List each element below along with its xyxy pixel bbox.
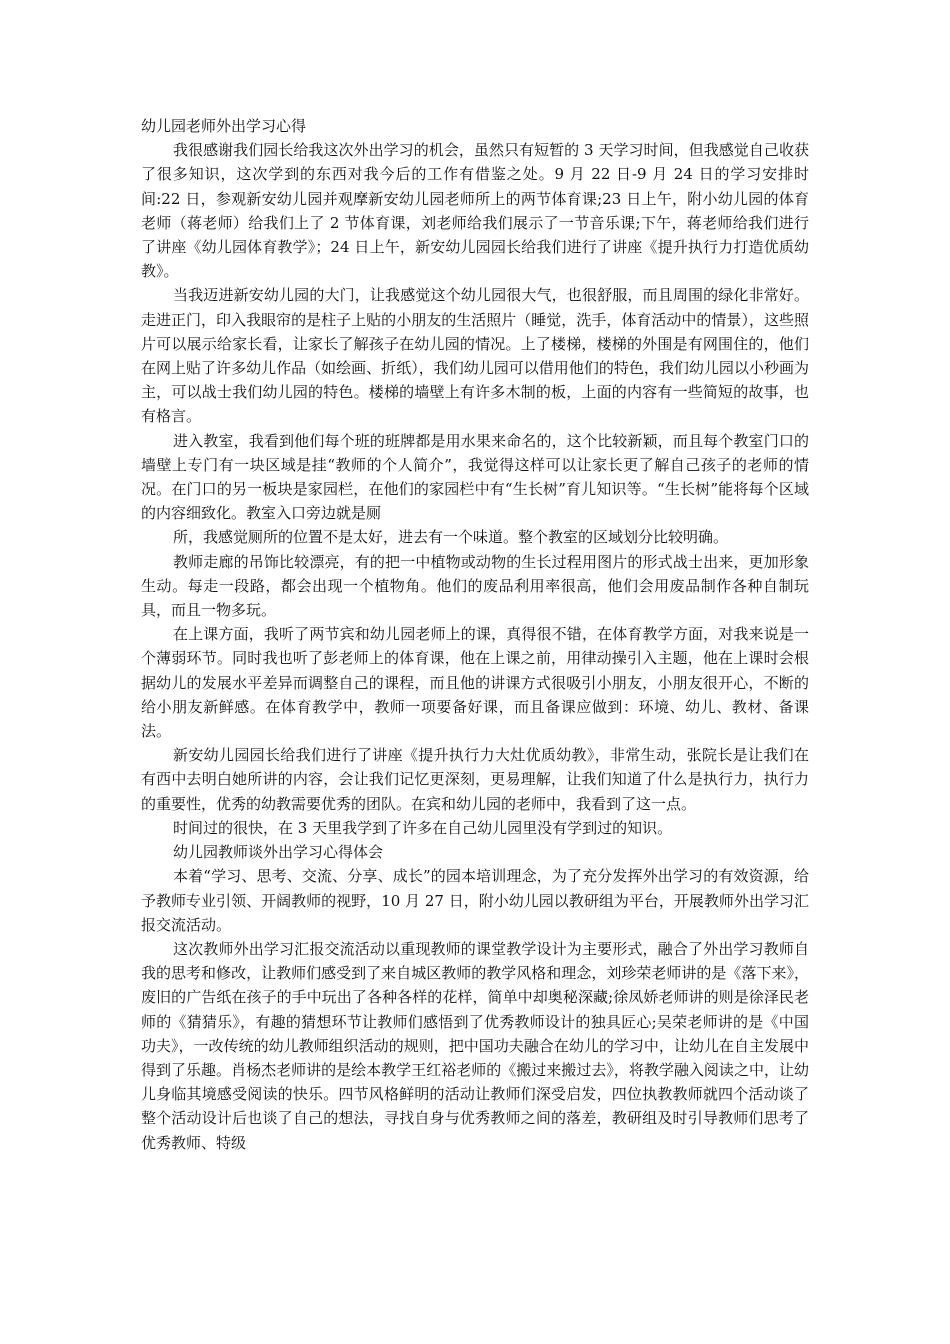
paragraph-kindergarten-entrance: 当我迈进新安幼儿园的大门，让我感觉这个幼儿园很大气，也很舒服，而且周围的绿化非常好。走进正门，印入我眼帘的是柱子上贴的小朋友的生活照片（睡觉，洗手，体育活动中的情景），这些照片可以展示给家长看，让家长了解孩子在幼儿园的情况。上了楼梯，楼梯的外围是有网围住的，他们在网上贴了许多幼儿作品（如绘画、折纸），我们幼儿园可以借用他们的特色，我们幼儿园以小秒画为主，可以战士我们幼儿园的特色。楼梯的墙壁上有许多木制的板，上面的内容有一些简短的故事，也有格言。 [141,286,809,426]
paragraph-exchange-activity: 这次教师外出学习汇报交流活动以重现教师的课堂教学设计为主要形式，融合了外出学习教师自我的思考和修改，让教师们感受到了来自城区教师的教学风格和理念，刘珍荣老师讲的是《落下来》，废旧的广告纸在孩子的手中玩出了各种各样的花样，简单中却奥秘深藏;徐凤娇老师讲的则是徐泽民老师的《猜猜乐》，有趣的猜想环节让教师们感悟到了优秀教师设计的独具匠心;吴荣老师讲的是《中国功夫》，一改传统的幼儿教师组织活动的规则，把中国功夫融合在幼儿的学习中，让幼儿在自主发展中得到了乐趣。肖杨杰老师讲的是绘本教学王红裕老师的《搬过来搬过去》，将教学融入阅读之中，让幼儿身临其境感受阅读的快乐。四节风格鲜明的活动让教师们深受启发，四位执教教师就四个活动谈了整个活动设计后也谈了自己的想法，寻找自身与优秀教师之间的落差，教研组及时引导教师们思考了优秀教师、特级 [141,939,809,1152]
paragraph-study-schedule: 我很感谢我们园长给我这次外出学习的机会，虽然只有短暂的 3 天学习时间，但我感觉自己收获了很多知识，这次学到的东西对我今后的工作有借鉴之处。9 月 22 日-9 月 24 日的学习安排时间:22 日，参观新安幼儿园并观摩新安幼儿园老师所上的两节体育课;23 日上午，附小幼儿园的体育老师（蒋老师）给我们上了 2 节体育课，刘老师给我们展示了一节音乐课;下午，蒋老师给我们进行了讲座《幼儿园体育教学》；24 日上午，新安幼儿园园长给我们进行了讲座《提升执行力打造优质幼教》。 [141,141,809,281]
paragraph-training-concept: 本着“学习、思考、交流、分享、成长”的园本培训理念，为了充分发挥外出学习的有效资源，给予教师专业引领、开阔教师的视野，10 月 27 日，附小幼儿园以教研组为平台，开展教师外出学习汇报交流活动。 [141,867,809,934]
document-title: 幼儿园老师外出学习心得 [141,117,307,135]
document-body [141,114,809,1155]
paragraph-corridor: 教师走廊的吊饰比较漂亮，有的把一中植物或动物的生长过程用图片的形式战士出来，更加形象生动。每走一段路，都会出现一个植物角。他们的废品利用率很高，他们会用废品制作各种自制玩具，而且一物多玩。 [141,552,809,620]
paragraph-restroom: 所，我感觉厕所的位置不是太好，进去有一个味道。整个教室的区域划分比较明确。 [173,528,729,547]
paragraph-summary: 时间过的很快，在 3 天里我学到了许多在自己幼儿园里没有学到过的知识。 [173,818,673,837]
section-heading: 幼儿园教师谈外出学习心得体会 [173,843,384,862]
paragraph-lecture: 新安幼儿园园长给我们进行了讲座《提升执行力大灶优质幼教》，非常生动，张院长是让我们在有西中去明白她所讲的内容，会让我们记忆更深刻，更易理解，让我们知道了什么是执行力，执行力的重要性，优秀的幼教需要优秀的团队。在宾和幼儿园的老师中，我看到了这一点。 [141,746,809,813]
paragraph-lessons: 在上课方面，我听了两节宾和幼儿园老师上的课，真得很不错，在体育教学方面，对我来说是一个薄弱环节。同时我也听了彭老师上的体育课，他在上课之前，用律动操引入主题，他在上课时会根据幼儿的发展水平差异而调整自己的课程，而且他的讲课方式很吸引小朋友，小朋友很开心，不断的给小朋友新鲜感。在体育教学中，教师一项要备好课，而且备课应做到：环境、幼儿、教材、备课法。 [141,625,809,741]
paragraph-classroom: 进入教室，我看到他们每个班的班牌都是用水果来命名的，这个比较新颖，而且每个教室门口的墙壁上专门有一块区域是挂“教师的个人简介”，我觉得这样可以让家长更了解自己孩子的老师的情况。在门口的另一板块是家园栏，在他们的家园栏中有“生长树”育儿知识等。“生长树”能将每个区域的内容细致化。教室入口旁边就是厕 [141,431,809,523]
